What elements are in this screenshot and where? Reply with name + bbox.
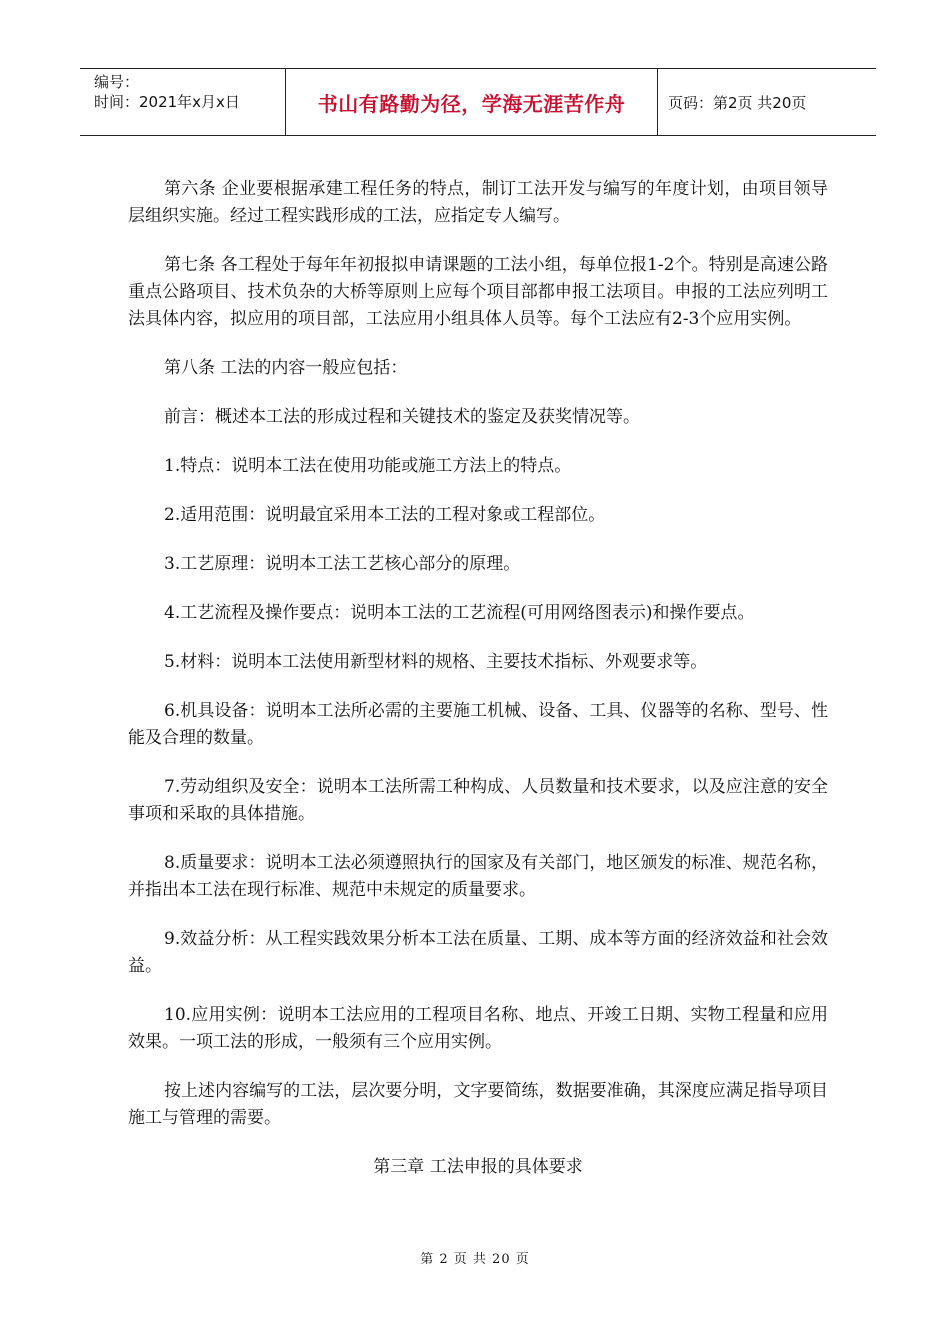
list-item-principle: 3.工艺原理：说明本工法工艺核心部分的原理。	[164, 554, 521, 574]
closing-paragraph: 按上述内容编写的工法，层次要分明，文字要简练，数据要准确，其深度应满足指导项目施工与管理的需要。	[128, 1081, 828, 1128]
header-motto: 书山有路勤为径，学海无涯苦作舟	[286, 69, 658, 135]
list-item-process: 4.工艺流程及操作要点：说明本工法的工艺流程(可用网络图表示)和操作要点。	[164, 603, 755, 623]
chapter-heading: 第三章 工法申报的具体要求	[373, 1157, 583, 1177]
page-footer: 第 2 页 共 20 页	[420, 1252, 530, 1267]
document-body	[128, 176, 828, 1181]
header-meta	[80, 69, 286, 135]
page-header	[80, 68, 876, 136]
list-item-labor-safety: 7.劳动组织及安全：说明本工法所需工种构成、人员数量和技术要求，以及应注意的安全事项和采取的具体措施。	[128, 777, 828, 824]
article-8-paragraph: 第八条 工法的内容一般应包括：	[164, 358, 408, 378]
document-number-label: 编号：	[94, 73, 140, 91]
preface-item: 前言：概述本工法的形成过程和关键技术的鉴定及获奖情况等。	[164, 407, 640, 427]
list-item-examples: 10.应用实例：说明本工法应用的工程项目名称、地点、开竣工日期、实物工程量和应用效果。一项工法的形成，一般须有三个应用实例。	[128, 1005, 828, 1052]
list-item-equipment: 6.机具设备：说明本工法所必需的主要施工机械、设备、工具、仪器等的名称、型号、性能及合理的数量。	[128, 701, 828, 748]
list-item-features: 1.特点：说明本工法在使用功能或施工方法上的特点。	[164, 456, 572, 476]
list-item-materials: 5.材料：说明本工法使用新型材料的规格、主要技术指标、外观要求等。	[164, 652, 708, 672]
article-7-paragraph: 第七条 各工程处于每年年初报拟申请课题的工法小组，每单位报1-2个。特别是高速公路重点公路项目、技术负杂的大桥等原则上应每个项目部都申报工法项目。申报的工法应列明工法具体内容，拟应用的项目部，工法应用小组具体人员等。每个工法应有2-3个应用实例。	[128, 255, 828, 329]
header-page-info: 页码：第2页 共20页	[668, 93, 807, 112]
document-date: 时间：2021年x月x日	[94, 93, 240, 111]
list-item-benefit: 9.效益分析：从工程实践效果分析本工法在质量、工期、成本等方面的经济效益和社会效益。	[128, 929, 828, 976]
article-6-paragraph: 第六条 企业要根据承建工程任务的特点，制订工法开发与编写的年度计划，由项目领导层组织实施。经过工程实践形成的工法，应指定专人编写。	[128, 179, 828, 226]
list-item-scope: 2.适用范围：说明最宜采用本工法的工程对象或工程部位。	[164, 505, 606, 525]
list-item-quality: 8.质量要求：说明本工法必须遵照执行的国家及有关部门，地区颁发的标准、规范名称，并指出本工法在现行标准、规范中未规定的质量要求。	[128, 853, 828, 900]
